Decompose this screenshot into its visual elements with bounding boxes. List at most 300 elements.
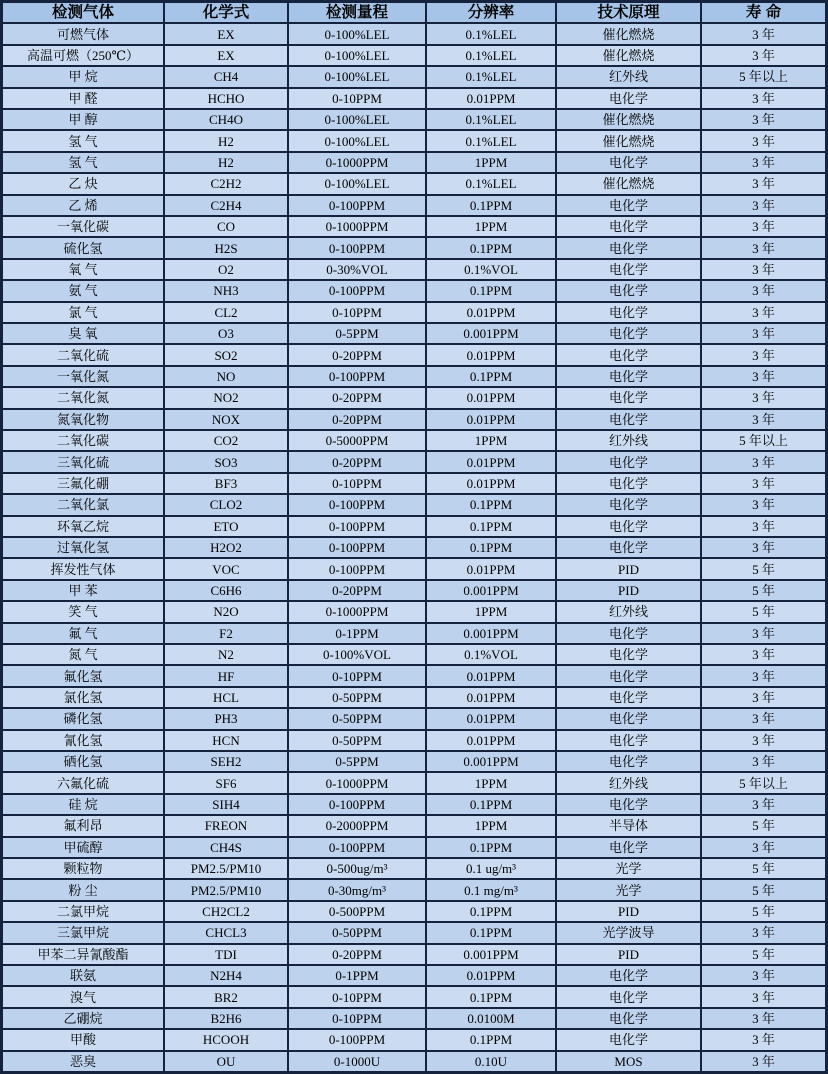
chemical-formula-cell: H2	[165, 131, 287, 150]
technology-cell: 电化学	[557, 624, 700, 643]
gas-name-cell: 氟化氢	[3, 666, 163, 685]
resolution-cell: 0.01PPM	[427, 731, 555, 750]
resolution-cell: 0.10U	[427, 1052, 555, 1071]
chemical-formula-cell: SO2	[165, 345, 287, 364]
detection-range-cell: 0-5PPM	[289, 752, 425, 771]
chemical-formula-cell: HCOOH	[165, 1030, 287, 1049]
detection-range-cell: 0-1PPM	[289, 624, 425, 643]
gas-name-cell: 挥发性气体	[3, 559, 163, 578]
resolution-cell: 0.1PPM	[427, 367, 555, 386]
chemical-formula-cell: BR2	[165, 987, 287, 1006]
resolution-cell: 0.1PPM	[427, 838, 555, 857]
lifespan-cell: 3 年	[702, 966, 825, 985]
chemical-formula-cell: EX	[165, 24, 287, 43]
resolution-cell: 1PPM	[427, 431, 555, 450]
detection-range-cell: 0-100PPM	[289, 538, 425, 557]
lifespan-cell: 5 年以上	[702, 773, 825, 792]
chemical-formula-cell: NO	[165, 367, 287, 386]
detection-range-cell: 0-10PPM	[289, 1009, 425, 1028]
gas-name-cell: 甲硫醇	[3, 838, 163, 857]
lifespan-cell: 3 年	[702, 46, 825, 65]
lifespan-cell: 3 年	[702, 624, 825, 643]
detection-range-cell: 0-500PPM	[289, 902, 425, 921]
lifespan-cell: 3 年	[702, 89, 825, 108]
lifespan-cell: 3 年	[702, 666, 825, 685]
detection-range-cell: 0-50PPM	[289, 731, 425, 750]
chemical-formula-cell: N2O	[165, 602, 287, 621]
chemical-formula-cell: CH4S	[165, 838, 287, 857]
detection-range-cell: 0-10PPM	[289, 666, 425, 685]
technology-cell: 红外线	[557, 67, 700, 86]
gas-name-cell: 甲苯二异氰酸酯	[3, 945, 163, 964]
lifespan-cell: 3 年	[702, 281, 825, 300]
gas-name-cell: 氢 气	[3, 153, 163, 172]
technology-cell: 光学波导	[557, 923, 700, 942]
gas-name-cell: 甲 醇	[3, 110, 163, 129]
chemical-formula-cell: N2	[165, 645, 287, 664]
header-resolution: 分辨率	[427, 3, 555, 22]
resolution-cell: 0.0100M	[427, 1009, 555, 1028]
detection-range-cell: 0-30%VOL	[289, 260, 425, 279]
detection-range-cell: 0-100PPM	[289, 281, 425, 300]
resolution-cell: 0.01PPM	[427, 452, 555, 471]
technology-cell: 电化学	[557, 238, 700, 257]
gas-name-cell: 臭 氧	[3, 324, 163, 343]
chemical-formula-cell: CO2	[165, 431, 287, 450]
gas-name-cell: 三氧化硫	[3, 452, 163, 471]
resolution-cell: 0.1%VOL	[427, 260, 555, 279]
chemical-formula-cell: C2H2	[165, 174, 287, 193]
technology-cell: 催化燃烧	[557, 110, 700, 129]
lifespan-cell: 3 年	[702, 410, 825, 429]
resolution-cell: 0.1PPM	[427, 538, 555, 557]
gas-name-cell: 甲 苯	[3, 581, 163, 600]
detection-range-cell: 0-5PPM	[289, 324, 425, 343]
detection-range-cell: 0-10PPM	[289, 474, 425, 493]
resolution-cell: 0.1PPM	[427, 196, 555, 215]
chemical-formula-cell: N2H4	[165, 966, 287, 985]
gas-name-cell: 甲酸	[3, 1030, 163, 1049]
chemical-formula-cell: OU	[165, 1052, 287, 1071]
gas-name-cell: 一氧化碳	[3, 217, 163, 236]
resolution-cell: 0.1PPM	[427, 281, 555, 300]
chemical-formula-cell: VOC	[165, 559, 287, 578]
resolution-cell: 0.01PPM	[427, 966, 555, 985]
gas-name-cell: 一氧化氮	[3, 367, 163, 386]
technology-cell: 电化学	[557, 388, 700, 407]
technology-cell: 电化学	[557, 260, 700, 279]
lifespan-cell: 3 年	[702, 838, 825, 857]
gas-name-cell: 二氧化硫	[3, 345, 163, 364]
chemical-formula-cell: PM2.5/PM10	[165, 859, 287, 878]
gas-name-cell: 三氟化硼	[3, 474, 163, 493]
resolution-cell: 1PPM	[427, 217, 555, 236]
detection-range-cell: 0-100PPM	[289, 838, 425, 857]
gas-name-cell: 氮 气	[3, 645, 163, 664]
lifespan-cell: 5 年	[702, 816, 825, 835]
chemical-formula-cell: F2	[165, 624, 287, 643]
gas-name-cell: 二氧化氮	[3, 388, 163, 407]
gas-name-cell: 恶臭	[3, 1052, 163, 1071]
resolution-cell: 0.1%LEL	[427, 67, 555, 86]
lifespan-cell: 3 年	[702, 474, 825, 493]
technology-cell: 电化学	[557, 303, 700, 322]
lifespan-cell: 3 年	[702, 731, 825, 750]
detection-range-cell: 0-100PPM	[289, 559, 425, 578]
resolution-cell: 0.1 mg/m³	[427, 880, 555, 899]
gas-name-cell: 颗粒物	[3, 859, 163, 878]
lifespan-cell: 3 年	[702, 238, 825, 257]
chemical-formula-cell: CH4	[165, 67, 287, 86]
resolution-cell: 0.01PPM	[427, 666, 555, 685]
technology-cell: 电化学	[557, 1030, 700, 1049]
technology-cell: 红外线	[557, 602, 700, 621]
technology-cell: 红外线	[557, 773, 700, 792]
technology-cell: 催化燃烧	[557, 131, 700, 150]
chemical-formula-cell: CO	[165, 217, 287, 236]
resolution-cell: 0.01PPM	[427, 388, 555, 407]
detection-range-cell: 0-100%LEL	[289, 24, 425, 43]
lifespan-cell: 5 年以上	[702, 431, 825, 450]
technology-cell: 电化学	[557, 666, 700, 685]
technology-cell: 电化学	[557, 345, 700, 364]
gas-name-cell: 二氧化碳	[3, 431, 163, 450]
lifespan-cell: 3 年	[702, 752, 825, 771]
gas-name-cell: 过氧化氢	[3, 538, 163, 557]
technology-cell: PID	[557, 902, 700, 921]
technology-cell: 电化学	[557, 217, 700, 236]
chemical-formula-cell: C6H6	[165, 581, 287, 600]
gas-name-cell: 氧 气	[3, 260, 163, 279]
lifespan-cell: 3 年	[702, 495, 825, 514]
resolution-cell: 0.001PPM	[427, 752, 555, 771]
resolution-cell: 1PPM	[427, 816, 555, 835]
detection-range-cell: 0-20PPM	[289, 345, 425, 364]
technology-cell: 电化学	[557, 324, 700, 343]
chemical-formula-cell: SEH2	[165, 752, 287, 771]
lifespan-cell: 3 年	[702, 645, 825, 664]
chemical-formula-cell: PH3	[165, 709, 287, 728]
resolution-cell: 0.1PPM	[427, 517, 555, 536]
lifespan-cell: 3 年	[702, 110, 825, 129]
gas-name-cell: 高温可燃（250℃）	[3, 46, 163, 65]
detection-range-cell: 0-100PPM	[289, 238, 425, 257]
resolution-cell: 0.1PPM	[427, 923, 555, 942]
technology-cell: 电化学	[557, 1009, 700, 1028]
resolution-cell: 0.1%LEL	[427, 110, 555, 129]
gas-name-cell: 乙 烯	[3, 196, 163, 215]
header-detection-range: 检测量程	[289, 3, 425, 22]
lifespan-cell: 3 年	[702, 538, 825, 557]
lifespan-cell: 3 年	[702, 153, 825, 172]
chemical-formula-cell: TDI	[165, 945, 287, 964]
lifespan-cell: 3 年	[702, 1030, 825, 1049]
detection-range-cell: 0-100%VOL	[289, 645, 425, 664]
gas-name-cell: 氟利昂	[3, 816, 163, 835]
lifespan-cell: 3 年	[702, 131, 825, 150]
gas-name-cell: 三氯甲烷	[3, 923, 163, 942]
lifespan-cell: 3 年	[702, 24, 825, 43]
chemical-formula-cell: EX	[165, 46, 287, 65]
lifespan-cell: 3 年	[702, 709, 825, 728]
detection-range-cell: 0-100%LEL	[289, 131, 425, 150]
technology-cell: 电化学	[557, 645, 700, 664]
detection-range-cell: 0-100PPM	[289, 795, 425, 814]
chemical-formula-cell: H2S	[165, 238, 287, 257]
lifespan-cell: 3 年	[702, 923, 825, 942]
lifespan-cell: 5 年	[702, 902, 825, 921]
detection-range-cell: 0-20PPM	[289, 581, 425, 600]
technology-cell: PID	[557, 581, 700, 600]
technology-cell: 电化学	[557, 987, 700, 1006]
technology-cell: 红外线	[557, 431, 700, 450]
gas-name-cell: 氰化氢	[3, 731, 163, 750]
lifespan-cell: 5 年	[702, 880, 825, 899]
gas-name-cell: 可燃气体	[3, 24, 163, 43]
chemical-formula-cell: CL2	[165, 303, 287, 322]
detection-range-cell: 0-20PPM	[289, 410, 425, 429]
resolution-cell: 1PPM	[427, 773, 555, 792]
technology-cell: 电化学	[557, 474, 700, 493]
header-lifespan: 寿 命	[702, 3, 825, 22]
lifespan-cell: 3 年	[702, 217, 825, 236]
resolution-cell: 0.1%LEL	[427, 131, 555, 150]
detection-range-cell: 0-30mg/m³	[289, 880, 425, 899]
resolution-cell: 0.1%VOL	[427, 645, 555, 664]
detection-range-cell: 0-10PPM	[289, 303, 425, 322]
chemical-formula-cell: NOX	[165, 410, 287, 429]
chemical-formula-cell: O3	[165, 324, 287, 343]
detection-range-cell: 0-20PPM	[289, 452, 425, 471]
resolution-cell: 0.001PPM	[427, 581, 555, 600]
technology-cell: MOS	[557, 1052, 700, 1071]
gas-name-cell: 氯化氢	[3, 688, 163, 707]
gas-name-cell: 六氟化硫	[3, 773, 163, 792]
technology-cell: 催化燃烧	[557, 174, 700, 193]
chemical-formula-cell: BF3	[165, 474, 287, 493]
resolution-cell: 0.001PPM	[427, 624, 555, 643]
detection-range-cell: 0-5000PPM	[289, 431, 425, 450]
lifespan-cell: 3 年	[702, 1009, 825, 1028]
detection-range-cell: 0-50PPM	[289, 709, 425, 728]
gas-name-cell: 氟 气	[3, 624, 163, 643]
gas-name-cell: 笑 气	[3, 602, 163, 621]
detection-range-cell: 0-1000PPM	[289, 773, 425, 792]
gas-name-cell: 联氨	[3, 966, 163, 985]
gas-name-cell: 粉 尘	[3, 880, 163, 899]
gas-name-cell: 硫化氢	[3, 238, 163, 257]
lifespan-cell: 3 年	[702, 388, 825, 407]
detection-range-cell: 0-1PPM	[289, 966, 425, 985]
detection-range-cell: 0-1000PPM	[289, 217, 425, 236]
technology-cell: PID	[557, 945, 700, 964]
gas-name-cell: 乙 炔	[3, 174, 163, 193]
detection-range-cell: 0-1000U	[289, 1052, 425, 1071]
technology-cell: 催化燃烧	[557, 46, 700, 65]
technology-cell: 电化学	[557, 410, 700, 429]
chemical-formula-cell: CHCL3	[165, 923, 287, 942]
detection-range-cell: 0-100%LEL	[289, 67, 425, 86]
detection-range-cell: 0-100%LEL	[289, 46, 425, 65]
gas-name-cell: 溴气	[3, 987, 163, 1006]
gas-name-cell: 氮氧化物	[3, 410, 163, 429]
gas-name-cell: 硒化氢	[3, 752, 163, 771]
chemical-formula-cell: NH3	[165, 281, 287, 300]
lifespan-cell: 5 年	[702, 602, 825, 621]
technology-cell: 电化学	[557, 517, 700, 536]
detection-range-cell: 0-20PPM	[289, 388, 425, 407]
resolution-cell: 0.1PPM	[427, 902, 555, 921]
detection-range-cell: 0-100%LEL	[289, 110, 425, 129]
chemical-formula-cell: C2H4	[165, 196, 287, 215]
header-chemical-formula: 化学式	[165, 3, 287, 22]
chemical-formula-cell: O2	[165, 260, 287, 279]
resolution-cell: 0.01PPM	[427, 345, 555, 364]
chemical-formula-cell: FREON	[165, 816, 287, 835]
lifespan-cell: 5 年	[702, 559, 825, 578]
resolution-cell: 0.1PPM	[427, 495, 555, 514]
resolution-cell: 0.01PPM	[427, 688, 555, 707]
chemical-formula-cell: HCL	[165, 688, 287, 707]
lifespan-cell: 3 年	[702, 517, 825, 536]
detection-range-cell: 0-50PPM	[289, 923, 425, 942]
detection-range-cell: 0-50PPM	[289, 688, 425, 707]
header-gas-name: 检测气体	[3, 3, 163, 22]
chemical-formula-cell: SF6	[165, 773, 287, 792]
chemical-formula-cell: H2	[165, 153, 287, 172]
technology-cell: 电化学	[557, 838, 700, 857]
technology-cell: PID	[557, 559, 700, 578]
lifespan-cell: 3 年	[702, 1052, 825, 1071]
lifespan-cell: 3 年	[702, 324, 825, 343]
technology-cell: 电化学	[557, 367, 700, 386]
gas-name-cell: 甲 烷	[3, 67, 163, 86]
technology-cell: 光学	[557, 880, 700, 899]
technology-cell: 电化学	[557, 153, 700, 172]
detection-range-cell: 0-1000PPM	[289, 153, 425, 172]
technology-cell: 半导体	[557, 816, 700, 835]
technology-cell: 电化学	[557, 452, 700, 471]
gas-name-cell: 二氯甲烷	[3, 902, 163, 921]
gas-name-cell: 氢 气	[3, 131, 163, 150]
resolution-cell: 0.1%LEL	[427, 24, 555, 43]
gas-name-cell: 二氧化氯	[3, 495, 163, 514]
lifespan-cell: 3 年	[702, 196, 825, 215]
technology-cell: 电化学	[557, 731, 700, 750]
resolution-cell: 0.001PPM	[427, 324, 555, 343]
lifespan-cell: 5 年	[702, 859, 825, 878]
gas-name-cell: 乙硼烷	[3, 1009, 163, 1028]
chemical-formula-cell: NO2	[165, 388, 287, 407]
technology-cell: 电化学	[557, 688, 700, 707]
resolution-cell: 0.01PPM	[427, 410, 555, 429]
resolution-cell: 0.1%LEL	[427, 46, 555, 65]
lifespan-cell: 3 年	[702, 367, 825, 386]
resolution-cell: 0.1PPM	[427, 795, 555, 814]
gas-name-cell: 环氧乙烷	[3, 517, 163, 536]
technology-cell: 电化学	[557, 538, 700, 557]
lifespan-cell: 5 年	[702, 581, 825, 600]
technology-cell: 光学	[557, 859, 700, 878]
resolution-cell: 1PPM	[427, 602, 555, 621]
lifespan-cell: 5 年	[702, 945, 825, 964]
technology-cell: 电化学	[557, 966, 700, 985]
gas-name-cell: 磷化氢	[3, 709, 163, 728]
resolution-cell: 0.1%LEL	[427, 174, 555, 193]
detection-range-cell: 0-100%LEL	[289, 174, 425, 193]
gas-name-cell: 甲 醛	[3, 89, 163, 108]
chemical-formula-cell: ETO	[165, 517, 287, 536]
gas-name-cell: 氯 气	[3, 303, 163, 322]
lifespan-cell: 5 年以上	[702, 67, 825, 86]
detection-range-cell: 0-100PPM	[289, 196, 425, 215]
technology-cell: 电化学	[557, 281, 700, 300]
detection-range-cell: 0-2000PPM	[289, 816, 425, 835]
detection-range-cell: 0-100PPM	[289, 1030, 425, 1049]
technology-cell: 电化学	[557, 89, 700, 108]
technology-cell: 电化学	[557, 196, 700, 215]
technology-cell: 电化学	[557, 795, 700, 814]
resolution-cell: 0.01PPM	[427, 474, 555, 493]
resolution-cell: 0.1PPM	[427, 987, 555, 1006]
resolution-cell: 0.01PPM	[427, 709, 555, 728]
chemical-formula-cell: SO3	[165, 452, 287, 471]
lifespan-cell: 3 年	[702, 452, 825, 471]
resolution-cell: 0.01PPM	[427, 303, 555, 322]
chemical-formula-cell: CH4O	[165, 110, 287, 129]
lifespan-cell: 3 年	[702, 795, 825, 814]
technology-cell: 电化学	[557, 495, 700, 514]
resolution-cell: 0.001PPM	[427, 945, 555, 964]
header-technology: 技术原理	[557, 3, 700, 22]
resolution-cell: 0.1 ug/m³	[427, 859, 555, 878]
chemical-formula-cell: CLO2	[165, 495, 287, 514]
detection-range-cell: 0-20PPM	[289, 945, 425, 964]
resolution-cell: 1PPM	[427, 153, 555, 172]
lifespan-cell: 3 年	[702, 174, 825, 193]
gas-name-cell: 硅 烷	[3, 795, 163, 814]
detection-range-cell: 0-100PPM	[289, 367, 425, 386]
lifespan-cell: 3 年	[702, 688, 825, 707]
lifespan-cell: 3 年	[702, 987, 825, 1006]
technology-cell: 电化学	[557, 752, 700, 771]
resolution-cell: 0.01PPM	[427, 559, 555, 578]
lifespan-cell: 3 年	[702, 260, 825, 279]
detection-range-cell: 0-10PPM	[289, 89, 425, 108]
chemical-formula-cell: HF	[165, 666, 287, 685]
chemical-formula-cell: SIH4	[165, 795, 287, 814]
chemical-formula-cell: PM2.5/PM10	[165, 880, 287, 899]
technology-cell: 催化燃烧	[557, 24, 700, 43]
lifespan-cell: 3 年	[702, 345, 825, 364]
chemical-formula-cell: CH2CL2	[165, 902, 287, 921]
chemical-formula-cell: H2O2	[165, 538, 287, 557]
detection-range-cell: 0-100PPM	[289, 495, 425, 514]
chemical-formula-cell: B2H6	[165, 1009, 287, 1028]
resolution-cell: 0.1PPM	[427, 1030, 555, 1049]
detection-range-cell: 0-1000PPM	[289, 602, 425, 621]
gas-name-cell: 氨 气	[3, 281, 163, 300]
resolution-cell: 0.1PPM	[427, 238, 555, 257]
detection-range-cell: 0-500ug/m³	[289, 859, 425, 878]
technology-cell: 电化学	[557, 709, 700, 728]
resolution-cell: 0.01PPM	[427, 89, 555, 108]
chemical-formula-cell: HCHO	[165, 89, 287, 108]
chemical-formula-cell: HCN	[165, 731, 287, 750]
detection-range-cell: 0-10PPM	[289, 987, 425, 1006]
lifespan-cell: 3 年	[702, 303, 825, 322]
detection-range-cell: 0-100PPM	[289, 517, 425, 536]
